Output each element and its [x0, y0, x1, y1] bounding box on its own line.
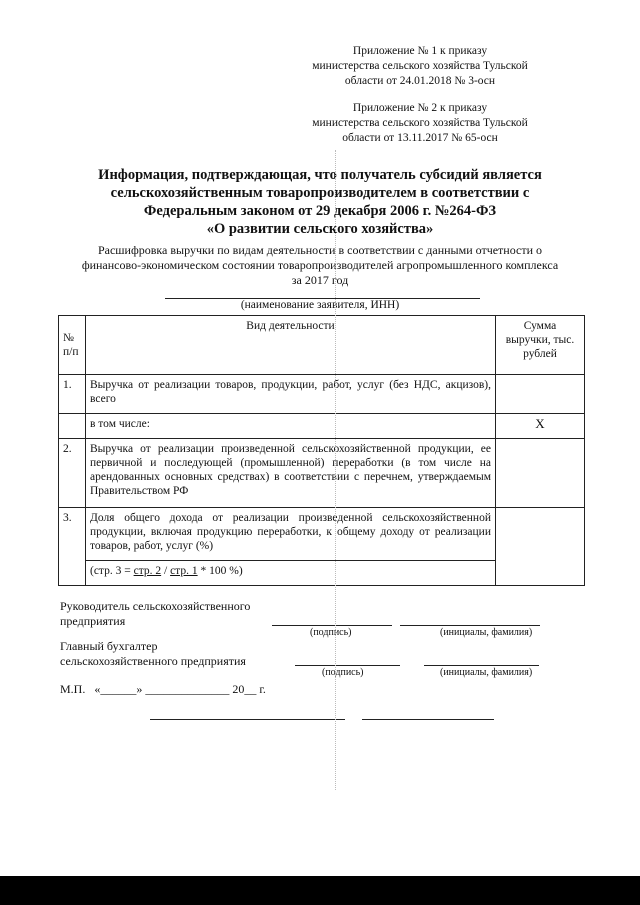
header-sum [496, 316, 585, 375]
row-2-text: Выручка от реализации произведенной сельскохозяйственной продукции, ее первичной и последующей (промышленной) переработки (в том числе на арендованных основных средствах) в соответствии с перечнем, утверждаемым Правительством РФ [86, 438, 496, 508]
table-header-row [59, 316, 585, 375]
row-2-num: 2. [59, 438, 86, 508]
head-signature-line [272, 625, 392, 626]
formula-prefix: (стр. 3 = [90, 565, 134, 578]
row-2-sum [496, 438, 585, 508]
row-1-num: 1. [59, 375, 86, 414]
row-3-sum [496, 508, 585, 586]
scan-fold-artifact [335, 150, 346, 790]
title-line-4: «О развитии сельского хозяйства» [206, 221, 434, 237]
revenue-table [58, 315, 585, 586]
annex-2-line-2: министерства сельского хозяйства Тульской [312, 117, 528, 129]
bottom-line-right [362, 719, 494, 720]
subtitle-line-3: за 2017 год [291, 273, 349, 287]
header-activity [86, 316, 496, 375]
head-label-line-2: предприятия [60, 614, 126, 628]
row-subheader-num [59, 414, 86, 439]
applicant-caption: (наименование заявителя, ИНН) [240, 299, 400, 311]
formula-separator: / [161, 565, 171, 578]
table-row [59, 414, 585, 439]
row-1-text: Выручка от реализации товаров, продукции, работ, услуг (без НДС, акцизов), всего [86, 375, 496, 414]
header-activity-label: Вид деятельности [246, 320, 335, 332]
annex-2 [290, 101, 550, 146]
annex-1 [290, 44, 550, 89]
accountant-signature-label [60, 639, 246, 669]
row-1-sum [496, 375, 585, 414]
formula-ref-row-1: стр. 1 [170, 565, 198, 578]
annex-2-line-1: Приложение № 2 к приказу [352, 102, 488, 114]
head-name-line [400, 625, 540, 626]
header-sum-label: Сумма выручки, тыс. рублей [505, 320, 575, 360]
subtitle-line-2: финансово-экономическом состоянии товаропроизводителей агропромышленного комплекса [81, 258, 559, 272]
subtitle-line-1: Расшифровка выручки по видам деятельности в соответствии с данными отчетности о [97, 243, 543, 257]
head-label-line-1: Руководитель сельскохозяйственного [60, 599, 251, 613]
header-num [59, 316, 86, 375]
table-row [59, 438, 585, 508]
head-signature-label [60, 599, 250, 629]
head-name-caption: (инициалы, фамилия) [440, 627, 533, 638]
accountant-name-line [424, 665, 539, 666]
title-line-3: Федеральным законом от 29 декабря 2006 г. №264-ФЗ [143, 203, 497, 219]
bottom-line-left [150, 719, 345, 720]
accountant-name-caption: (инициалы, фамилия) [440, 667, 533, 678]
annex-2-line-3: области от 13.11.2017 № 65-осн [342, 132, 498, 144]
title-line-2: сельскохозяйственным товаропроизводителем в соответствии с [110, 185, 530, 201]
formula-suffix: * 100 %) [197, 565, 243, 578]
header-num-label: № п/п [63, 332, 79, 359]
table-row [59, 375, 585, 414]
title-line-1: Информация, подтверждающая, что получатель субсидий является [98, 167, 542, 183]
annex-1-line-2: министерства сельского хозяйства Тульской [312, 60, 528, 72]
row-3-num: 3. [59, 508, 86, 586]
row-subheader-sum: X [496, 414, 585, 439]
annex-1-line-3: области от 24.01.2018 № 3-осн [344, 75, 496, 87]
scan-edge-bar [0, 876, 640, 905]
accountant-label-line-1: Главный бухгалтер [60, 639, 158, 653]
accountant-signature-caption: (подпись) [322, 667, 364, 678]
document-subtitle [60, 243, 580, 288]
stamp-date-line: М.П. «______» ______________ 20__ г. [60, 682, 266, 696]
accountant-label-line-2: сельскохозяйственного предприятия [60, 654, 246, 668]
document-title [70, 166, 570, 238]
annex-1-line-1: Приложение № 1 к приказу [352, 45, 488, 57]
formula-ref-row-2: стр. 2 [133, 565, 162, 578]
row-subheader-text: в том числе: [86, 414, 496, 439]
table-row [59, 508, 585, 561]
row-3-formula [86, 561, 496, 586]
head-signature-caption: (подпись) [310, 627, 352, 638]
accountant-signature-line [295, 665, 400, 666]
row-3-text: Доля общего дохода от реализации произведенной сельскохозяйственной продукции, включая продукцию переработки, к общему доходу от реализации товаров, работ, услуг (%) [86, 508, 496, 561]
